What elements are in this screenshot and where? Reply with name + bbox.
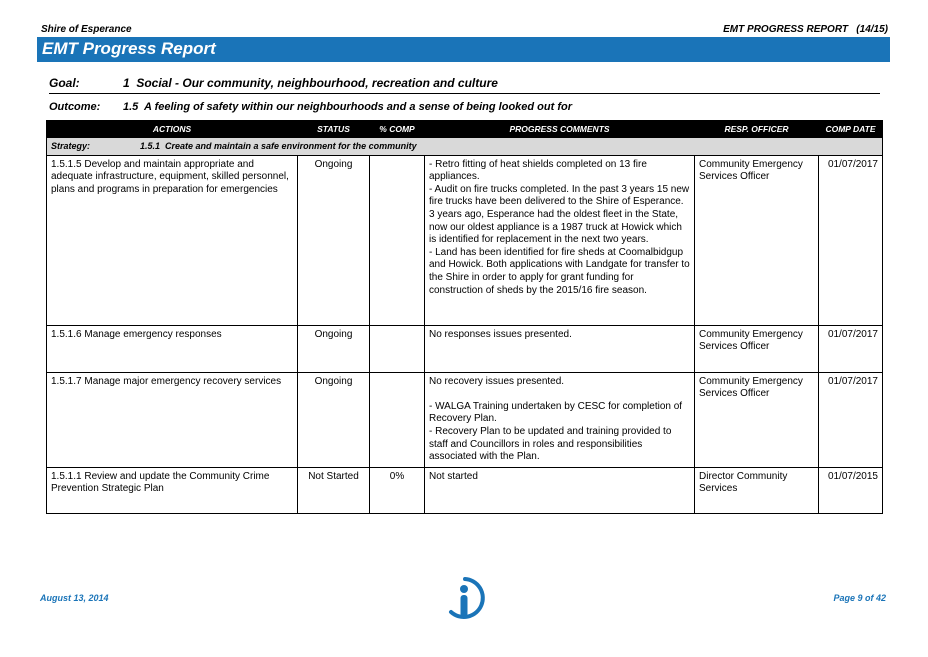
comments-cell: Not started	[425, 467, 695, 513]
date-cell: 01/07/2017	[819, 155, 883, 325]
strategy-row	[47, 138, 883, 156]
col-comments-header: PROGRESS COMMENTS	[425, 121, 695, 138]
table-row	[47, 325, 883, 372]
shire-logo-icon	[442, 576, 488, 620]
table-row	[47, 155, 883, 325]
date-cell: 01/07/2015	[819, 467, 883, 513]
col-actions-header: ACTIONS	[47, 121, 298, 138]
col-officer-header: RESP. OFFICER	[695, 121, 819, 138]
status-cell: Ongoing	[298, 325, 370, 372]
table-row	[47, 372, 883, 467]
date-cell: 01/07/2017	[819, 372, 883, 467]
action-cell: 1.5.1.1 Review and update the Community Crime Prevention Strategic Plan	[47, 467, 298, 513]
banner-title: EMT Progress Report	[42, 39, 216, 58]
footer-date: August 13, 2014	[40, 593, 109, 603]
comments-cell: - Retro fitting of heat shields completed on 13 fire appliances. - Audit on fire trucks completed. In the past 3 years 15 new fire trucks have been delivered to the Shire of Esperance. 3 years ago, Esperance had the oldest fleet in the State, now our oldest appliance is a 1987 truck at Howick which is identified for replacement in the next two years. - Land has been identified for fire sheds at Coomalbidgup and Howick. Both applications with Landgate for transfer to the Shire in order to apply for grant funding for construction of sheds by the 2015/16 fire season.	[425, 155, 695, 325]
action-cell: 1.5.1.6 Manage emergency responses	[47, 325, 298, 372]
strategy-value: 1.5.1 Create and maintain a safe environment for the community	[140, 141, 417, 151]
table-row	[47, 467, 883, 513]
comp-cell	[370, 325, 425, 372]
status-cell: Ongoing	[298, 372, 370, 467]
col-comp-header: % COMP	[370, 121, 425, 138]
outcome-label: Outcome:	[49, 101, 101, 113]
status-cell: Not Started	[298, 467, 370, 513]
comments-cell: No responses issues presented.	[425, 325, 695, 372]
officer-cell: Community Emergency Services Officer	[695, 325, 819, 372]
table-header-row	[47, 121, 883, 138]
comp-cell	[370, 155, 425, 325]
col-status-header: STATUS	[298, 121, 370, 138]
officer-cell: Community Emergency Services Officer	[695, 372, 819, 467]
col-date-header: COMP DATE	[819, 121, 883, 138]
goal-label: Goal:	[49, 76, 80, 90]
actions-table	[46, 120, 883, 514]
date-cell: 01/07/2017	[819, 325, 883, 372]
action-cell: 1.5.1.7 Manage major emergency recovery services	[47, 372, 298, 467]
status-cell: Ongoing	[298, 155, 370, 325]
org-name: Shire of Esperance	[41, 24, 132, 35]
page-number: Page 9 of 42	[833, 593, 886, 603]
goal-line	[49, 76, 880, 94]
comp-cell	[370, 372, 425, 467]
report-banner	[37, 37, 890, 62]
officer-cell: Community Emergency Services Officer	[695, 155, 819, 325]
officer-cell: Director Community Services	[695, 467, 819, 513]
strategy-cell	[47, 138, 883, 156]
outcome-value: 1.5 A feeling of safety within our neighbourhoods and a sense of being looked out for	[123, 101, 572, 113]
report-reference: EMT PROGRESS REPORT (14/15)	[723, 24, 888, 35]
comments-cell: No recovery issues presented. - WALGA Training undertaken by CESC for completion of Recovery Plan. - Recovery Plan to be updated and training provided to staff and Councillors in roles and responsibilities associated with the Plan.	[425, 372, 695, 467]
action-cell: 1.5.1.5 Develop and maintain appropriate and adequate infrastructure, equipment, skilled personnel, plans and programs in preparation for emergencies	[47, 155, 298, 325]
strategy-label: Strategy:	[51, 141, 91, 151]
comp-cell: 0%	[370, 467, 425, 513]
goal-value: 1 Social - Our community, neighbourhood, recreation and culture	[123, 76, 498, 90]
